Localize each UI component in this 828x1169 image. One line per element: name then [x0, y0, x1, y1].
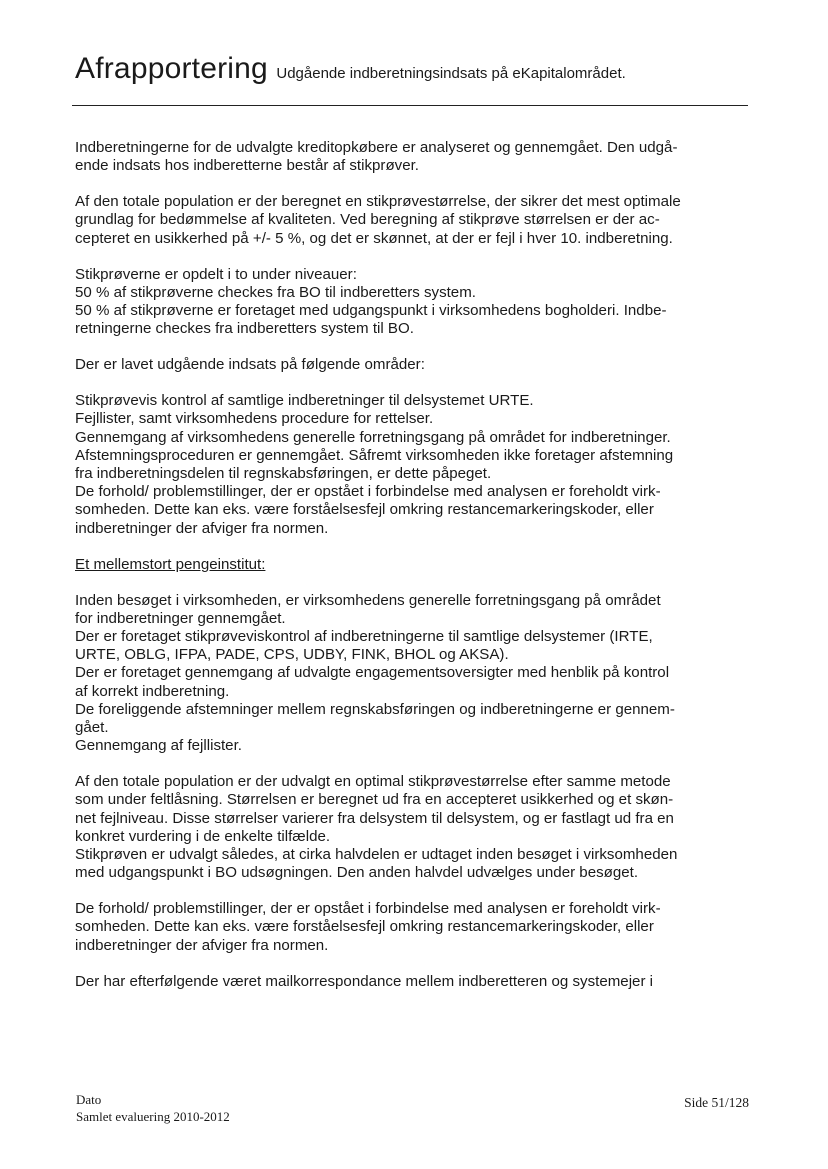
text-line: af korrekt indberetning.: [75, 682, 230, 700]
paragraph: [75, 973, 750, 991]
text-line: net fejlniveau. Disse størrelser varierer fra delsystem til delsystem, og er fastlagt ud fra en: [75, 809, 674, 827]
text-line: fra indberetningsdelen til regnskabsføringen, er dette påpeget.: [75, 465, 492, 483]
text-line: indberetninger der afviger fra normen.: [75, 936, 329, 954]
document-body: [75, 139, 750, 1009]
text-line: retningerne checkes fra indberetters system til BO.: [75, 320, 414, 338]
text-line: ende indsats hos indberetterne består af stikprøver.: [75, 157, 419, 175]
text-line: Der er lavet udgående indsats på følgende områder:: [75, 356, 425, 374]
text-line: Stikprøvevis kontrol af samtlige indberetninger til delsystemet URTE.: [75, 392, 534, 410]
paragraph: [75, 266, 750, 339]
paragraph: [75, 356, 750, 374]
text-line: 50 % af stikprøverne er foretaget med udgangspunkt i virksomhedens bogholderi. Indbe-: [75, 302, 667, 320]
text-line: cepteret en usikkerhed på +/- 5 %, og det er skønnet, at der er fejl i hver 10. indberetning.: [75, 229, 673, 247]
footer-left: [76, 1091, 230, 1125]
page-header: [75, 52, 755, 86]
text-line: De forhold/ problemstillinger, der er opstået i forbindelse med analysen er foreholdt virk-: [75, 900, 661, 918]
section-heading: [75, 556, 750, 574]
text-line: De foreliggende afstemninger mellem regnskabsføringen og indberetningerne er gennem-: [75, 700, 675, 718]
text-line: Indberetningerne for de udvalgte kreditopkøbere er analyseret og gennemgået. Den udgå-: [75, 139, 678, 156]
text-line: Der er foretaget gennemgang af udvalgte engagementsoversigter med henblik på kontrol: [75, 664, 670, 682]
text-line: indberetninger der afviger fra normen.: [75, 519, 329, 537]
footer-page-number: Side 51/128: [684, 1095, 749, 1110]
text-line: Af den totale population er der udvalgt en optimal stikprøvestørrelse efter samme metode: [75, 773, 671, 791]
text-line: Fejllister, samt virksomhedens procedure for rettelser.: [75, 410, 434, 428]
page-title: Afrapportering: [75, 52, 268, 85]
paragraph: [75, 900, 750, 955]
paragraph: [75, 139, 750, 175]
text-line: Inden besøget i virksomheden, er virksomhedens generelle forretningsgang på området: [75, 591, 661, 609]
paragraph: [75, 592, 750, 756]
text-line: Der har efterfølgende været mailkorrespondance mellem indberetteren og systemejer i: [75, 972, 654, 990]
text-line: Af den totale population er der beregnet en stikprøvestørrelse, der sikrer det mest optimale: [75, 193, 681, 211]
paragraph: [75, 392, 750, 538]
text-line: Afstemningsproceduren er gennemgået. Såfremt virksomheden ikke foretager afstemning: [75, 446, 674, 464]
header-divider: [72, 105, 748, 106]
text-line: Stikprøven er udvalgt således, at cirka halvdelen er udtaget inden besøget i virksomheden: [75, 846, 678, 864]
text-line: grundlag for bedømmelse af kvaliteten. Ved beregning af stikprøve størrelsen er der ac-: [75, 211, 660, 229]
text-line: som under feltlåsning. Størrelsen er beregnet ud fra en accepteret usikkerhed og et skøn-: [75, 791, 674, 809]
text-line: 50 % af stikprøverne checkes fra BO til indberetters system.: [75, 283, 476, 301]
page-subtitle: Udgående indberetningsindsats på eKapitalområdet.: [276, 65, 626, 82]
text-line: med udgangspunkt i BO udsøgningen. Den anden halvdel udvælges under besøget.: [75, 864, 639, 882]
text-line: for indberetninger gennemgået.: [75, 609, 286, 627]
text-line: Stikprøverne er opdelt i to under niveauer:: [75, 265, 357, 283]
text-line: somheden. Dette kan eks. være forståelsesfejl omkring restancemarkeringskoder, eller: [75, 501, 654, 519]
text-line: konkret vurdering i de enkelte tilfælde.: [75, 827, 331, 845]
text-line: Gennemgang af fejllister.: [75, 737, 242, 755]
text-line: De forhold/ problemstillinger, der er opstået i forbindelse med analysen er foreholdt virk-: [75, 483, 661, 501]
paragraph: [75, 773, 750, 882]
text-line: Der er foretaget stikprøveviskontrol af indberetningerne til samtlige delsystemer (IRTE,: [75, 628, 653, 646]
text-line: URTE, OBLG, IFPA, PADE, CPS, UDBY, FINK, BHOL og AKSA).: [75, 646, 509, 664]
text-line: Gennemgang af virksomhedens generelle forretningsgang på området for indberetninger.: [75, 428, 671, 446]
text-line: somheden. Dette kan eks. være forståelsesfejl omkring restancemarkeringskoder, eller: [75, 918, 654, 936]
footer-date-label: Dato: [76, 1092, 102, 1107]
paragraph: [75, 193, 750, 248]
text-line: gået.: [75, 719, 109, 737]
footer-report-name: Samlet evaluering 2010-2012: [76, 1109, 230, 1124]
text-line: Et mellemstort pengeinstitut:: [75, 555, 266, 573]
